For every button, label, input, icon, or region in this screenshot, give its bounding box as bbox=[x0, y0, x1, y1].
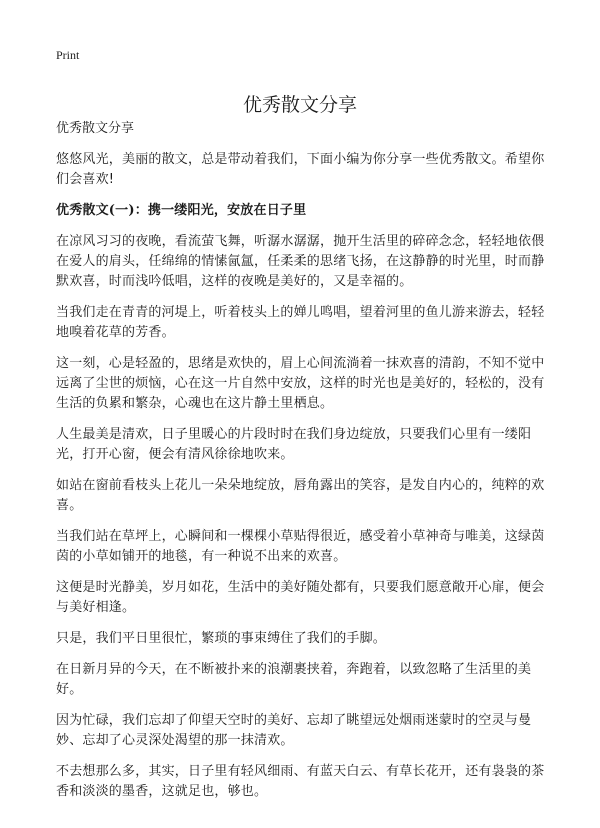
body-paragraph: 在日新月异的今天，在不断被扑来的浪潮裹挟着，奔跑着，以致忽略了生活里的美好。 bbox=[56, 662, 532, 697]
body-paragraph: 不去想那么多，其实，日子里有轻风细雨、有蓝天白云、有草长花开，还有袅袅的茶香和淡淡的墨香，这就足也，够也。 bbox=[56, 764, 545, 799]
body-paragraph: 人生最美是清欢，日子里暖心的片段时时在我们身边绽放，只要我们心里有一缕阳光，打开心窗，便会有清风徐徐地吹来。 bbox=[56, 427, 532, 462]
body-paragraph: 因为忙碌，我们忘却了仰望天空时的美好、忘却了眺望远处烟雨迷蒙时的空灵与曼妙、忘却了心灵深处渴望的那一抹清欢。 bbox=[56, 713, 532, 748]
body-paragraph: 这一刻，心是轻盈的，思绪是欢快的，眉上心间流淌着一抹欢喜的清韵，不知不觉中远离了尘世的烦恼，心在这一片自然中安放，这样的时光也是美好的，轻松的，没有生活的负累和繁杂，心魂也在这片静土里栖息。 bbox=[56, 356, 545, 411]
body-paragraph: 只是，我们平日里很忙，繁琐的事束缚住了我们的手脚。 bbox=[56, 631, 387, 646]
print-link[interactable]: Print bbox=[56, 48, 80, 62]
section-heading: 优秀散文(一)：携一缕阳光，安放在日子里 bbox=[56, 203, 307, 218]
body-paragraph: 当我们站在草坪上，心瞬间和一棵棵小草贴得很近，感受着小草神奇与唯美，这绿茵茵的小草如铺开的地毯，有一种说不出来的欢喜。 bbox=[56, 529, 545, 564]
body-paragraph: 在凉风习习的夜晚，看流萤飞舞，听潺水潺潺，抛开生活里的碎碎念念，轻轻地依偎在爱人的肩头，任绵绵的情愫氤氲，任柔柔的思绪飞扬，在这静静的时光里，时而静默欢喜，时而浅吟低唱，这样的夜晚是美好的，又是幸福的。 bbox=[56, 234, 545, 289]
body-paragraph: 当我们走在青青的河堤上，听着枝头上的婵儿鸣唱，望着河里的鱼儿游来游去，轻轻地嗅着花草的芳香。 bbox=[56, 305, 545, 340]
page-title: 优秀散文分享 bbox=[242, 93, 357, 116]
document-subtitle: 优秀散文分享 bbox=[56, 121, 135, 136]
article-body bbox=[56, 150, 552, 813]
body-paragraph: 如站在窗前看枝头上花儿一朵朵地绽放，唇角露出的笑容，是发自内心的，纯粹的欢喜。 bbox=[56, 478, 545, 513]
intro-paragraph: 悠悠风光，美丽的散文，总是带动着我们，下面小编为你分享一些优秀散文。希望你们会喜欢! bbox=[56, 152, 545, 187]
body-paragraph: 这便是时光静美，岁月如花，生活中的美好随处都有，只要我们愿意敞开心扉，便会与美好相逢。 bbox=[56, 580, 545, 615]
